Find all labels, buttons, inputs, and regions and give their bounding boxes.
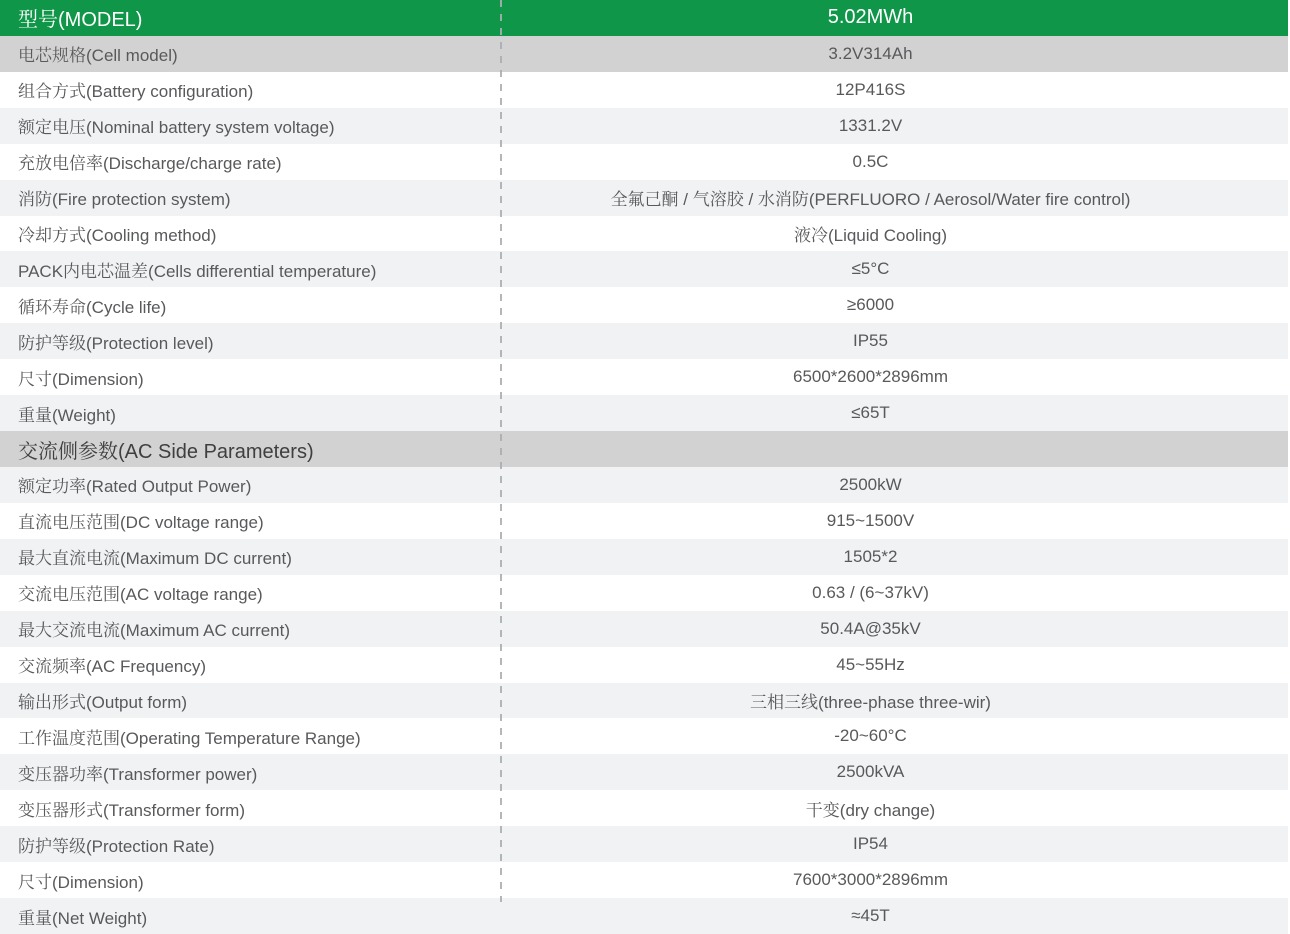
spec-value: ≈45T [851, 906, 890, 925]
table-header-row [0, 0, 1288, 36]
spec-row [0, 359, 1288, 395]
spec-row [0, 287, 1288, 323]
spec-row [0, 144, 1288, 180]
spec-row [0, 898, 1288, 934]
spec-label: 最大直流电流(Maximum DC current) [18, 549, 292, 569]
spec-row [0, 395, 1288, 431]
spec-row [0, 251, 1288, 287]
spec-row [0, 683, 1288, 719]
spec-label: 额定功率(Rated Output Power) [18, 477, 252, 497]
spec-value: 50.4A@35kV [820, 618, 921, 638]
spec-row [0, 790, 1288, 826]
spec-row [0, 108, 1288, 144]
spec-value: 2500kVA [836, 762, 905, 782]
spec-value: 全氟己酮 / 气溶胶 / 水消防(PERFLUORO / Aerosol/Water fire control) [610, 190, 1131, 210]
spec-label: 额定电压(Nominal battery system voltage) [18, 118, 335, 138]
spec-label: 型号(MODEL) [18, 9, 143, 32]
spec-row [0, 826, 1288, 862]
section-header-row [0, 431, 1288, 467]
spec-row [0, 611, 1288, 647]
spec-value: 干变(dry change) [805, 800, 936, 820]
spec-value: 0.5C [852, 151, 889, 171]
spec-label: 最大交流电流(Maximum AC current) [18, 621, 291, 641]
spec-label: 工作温度范围(Operating Temperature Range) [18, 728, 361, 748]
spec-value: 6500*2600*2896mm [792, 367, 948, 387]
spec-row [0, 575, 1288, 611]
spec-row [0, 323, 1288, 359]
spec-value: ≤5°C [851, 259, 890, 279]
spec-label: 充放电倍率(Discharge/charge rate) [18, 154, 282, 174]
spec-label: 交流侧参数(AC Side Parameters) [18, 440, 314, 463]
spec-value: 7600*3000*2896mm [792, 870, 948, 890]
spec-row [0, 36, 1288, 72]
spec-label: 尺寸(Dimension) [18, 872, 144, 892]
spec-value: 液冷(Liquid Cooling) [793, 225, 948, 245]
spec-label: 变压器形式(Transformer form) [18, 800, 245, 820]
spec-value: 1505*2 [843, 546, 898, 566]
spec-label: 电芯规格(Cell model) [18, 46, 178, 66]
spec-value: ≤65T [851, 403, 890, 423]
spec-value: 0.63 / (6~37kV) [812, 582, 929, 602]
spec-value: 3.2V314Ah [828, 43, 913, 63]
spec-label: 尺寸(Dimension) [18, 369, 144, 389]
spec-label: 循环寿命(Cycle life) [18, 297, 167, 317]
spec-label: 交流频率(AC Frequency) [18, 657, 206, 677]
spec-label: 重量(Weight) [18, 405, 116, 425]
spec-label: PACK内电芯温差(Cells differential temperature) [18, 261, 377, 281]
spec-row [0, 539, 1288, 575]
spec-value: IP55 [853, 331, 888, 351]
spec-label: 组合方式(Battery configuration) [18, 82, 254, 102]
spec-label: 输出形式(Output form) [18, 692, 188, 712]
spec-row [0, 862, 1288, 898]
spec-row [0, 216, 1288, 252]
spec-value: 12P416S [835, 79, 906, 99]
spec-row [0, 718, 1288, 754]
spec-value: IP54 [853, 834, 888, 854]
spec-value: 915~1500V [826, 510, 915, 530]
spec-label: 交流电压范围(AC voltage range) [18, 585, 263, 605]
spec-label: 防护等级(Protection level) [18, 333, 214, 353]
spec-row [0, 503, 1288, 539]
spec-value: 45~55Hz [836, 654, 905, 674]
spec-label: 直流电压范围(DC voltage range) [18, 513, 264, 533]
spec-row [0, 467, 1288, 503]
spec-row [0, 180, 1288, 216]
spec-label: 消防(Fire protection system) [18, 190, 231, 210]
spec-value: 1331.2V [838, 115, 903, 135]
spec-label: 重量(Net Weight) [18, 908, 148, 928]
spec-value: 5.02MWh [827, 6, 914, 29]
spec-value: 2500kW [839, 474, 902, 494]
spec-row [0, 647, 1288, 683]
spec-label: 防护等级(Protection Rate) [18, 836, 215, 856]
spec-value: 三相三线(three-phase three-wir) [750, 692, 991, 712]
spec-row [0, 72, 1288, 108]
spec-row [0, 754, 1288, 790]
spec-label: 冷却方式(Cooling method) [18, 225, 217, 245]
spec-value: ≥6000 [846, 295, 895, 315]
spec-label: 变压器功率(Transformer power) [18, 764, 258, 784]
spec-value: -20~60°C [834, 726, 907, 746]
